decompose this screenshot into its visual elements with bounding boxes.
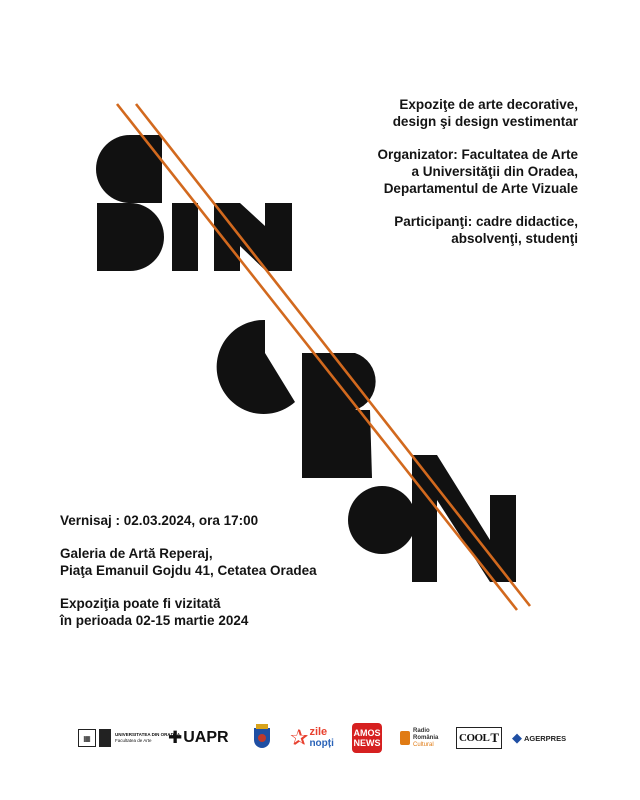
participants-line: absolvenţi, studenţi [451, 231, 578, 246]
news-text: NEWS [353, 738, 381, 748]
letter-o [348, 486, 416, 554]
vernisaj-block [60, 512, 317, 529]
location-line: Piaţa Emanuil Gojdu 41, Cetatea Oradea [60, 563, 317, 578]
event-info [60, 512, 317, 645]
coolt-side-text: T [490, 730, 500, 745]
exhibition-info [377, 96, 578, 263]
coolt-logo [456, 718, 502, 758]
letter-s-top [96, 135, 162, 203]
oradea-coat-of-arms [254, 718, 270, 758]
organizer-line: Departamentul de Arte Vizuale [383, 181, 578, 196]
participants-block [377, 213, 578, 247]
sponsor-logos [0, 718, 640, 762]
letter-r-leg [302, 410, 372, 478]
university-title: UNIVERSITATEA DIN ORADEA [115, 732, 181, 737]
nopti-text: nopți [309, 738, 334, 749]
uapr-logo [168, 718, 229, 758]
amos-text: AMOS [353, 728, 381, 738]
radio-icon [400, 731, 410, 745]
visiting-line: Expoziţia poate fi vizitată [60, 596, 221, 611]
letter-c [217, 320, 295, 414]
agerpres-text: AGERPRES [524, 733, 567, 743]
agerpres-logo [512, 718, 566, 758]
location-line: Galeria de Artă Reperaj, [60, 546, 213, 561]
university-logo [78, 718, 183, 758]
zile-nopti-logo [290, 718, 334, 758]
faculty-mark-icon [99, 729, 111, 747]
agerpres-icon: ◆ [512, 730, 522, 745]
organizer-line: a Universităţii din Oradea, [411, 164, 578, 179]
visiting-block [60, 595, 317, 629]
letter-s-bottom [97, 203, 164, 271]
participants-line: Participanţi: cadre didactice, [394, 214, 578, 229]
radio-romania-cultural-logo [400, 718, 438, 758]
description-block [377, 96, 578, 130]
university-subtitle: Facultatea de Arte [115, 738, 152, 743]
star-icon: ✰ [290, 725, 309, 750]
uapr-icon: ✚ [168, 728, 183, 747]
organizer-block [377, 146, 578, 197]
letter-n [214, 203, 292, 271]
radio-line-1: Radio [413, 727, 430, 734]
radio-line-2: România [413, 734, 439, 741]
location-block [60, 545, 317, 579]
vernisaj-line: Vernisaj : 02.03.2024, ora 17:00 [60, 513, 259, 528]
visiting-line: în perioada 02-15 martie 2024 [60, 613, 249, 628]
organizer-line: Organizator: Facultatea de Arte [377, 147, 578, 162]
coolt-text: COOL [459, 732, 490, 744]
amos-news-logo [352, 718, 382, 758]
uapr-text: UAPR [183, 729, 229, 746]
university-crest-icon: ▦ [78, 729, 96, 747]
radio-line-3: Cultural [413, 741, 434, 748]
description-line: Expoziţe de arte decorative, [399, 97, 578, 112]
coat-of-arms-icon [254, 728, 270, 748]
zile-text: zile [309, 726, 328, 738]
letter-i [172, 203, 198, 271]
description-line: design şi design vestimentar [392, 114, 578, 129]
